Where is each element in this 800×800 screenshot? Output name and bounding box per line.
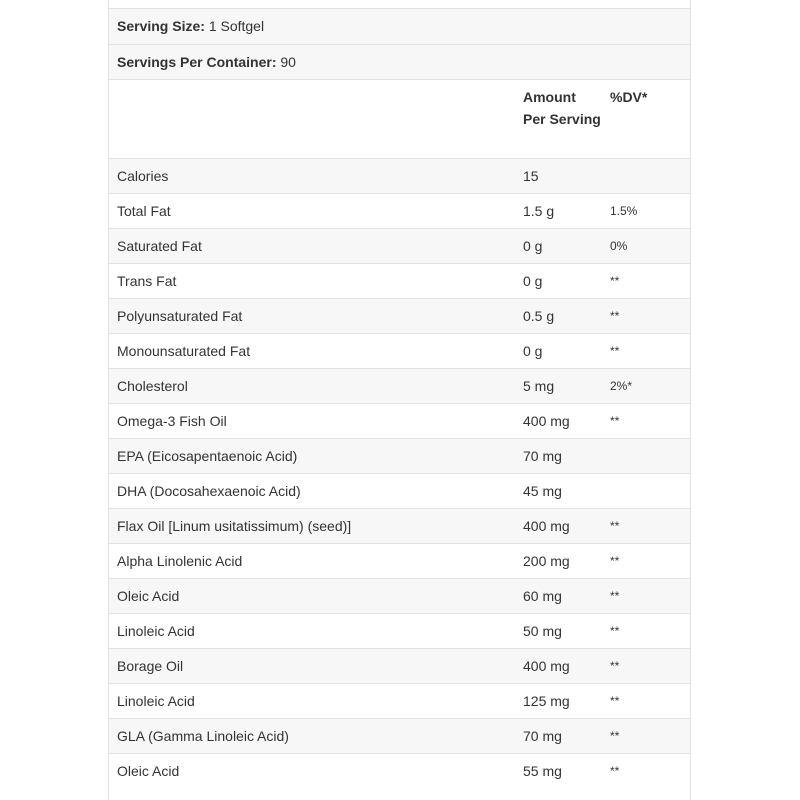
- nutrient-amount-cell: 1.5 g: [515, 194, 602, 229]
- nutrient-amount-cell: 60 mg: [515, 579, 602, 614]
- servings-per-container-label: Servings Per Container:: [117, 54, 277, 70]
- table-row: [109, 474, 690, 509]
- nutrient-amount-cell: 0 g: [515, 229, 602, 264]
- nutrient-amount-cell: 200 mg: [515, 544, 602, 579]
- header-nutrient: [109, 80, 515, 159]
- nutrient-name-cell: Omega-3 Fish Oil: [109, 404, 515, 439]
- table-row: [109, 719, 690, 754]
- nutrient-amount-cell: 400 mg: [515, 509, 602, 544]
- nutrient-dv-cell: [602, 439, 690, 474]
- table-row: [109, 264, 690, 299]
- nutrient-dv-cell: **: [602, 404, 690, 439]
- nutrient-amount-cell: 125 mg: [515, 684, 602, 719]
- nutrient-dv-cell: **: [602, 544, 690, 579]
- nutrient-dv-cell: **: [602, 754, 690, 789]
- table-header-row: [109, 80, 690, 159]
- nutrient-name-cell: Total Fat: [109, 194, 515, 229]
- nutrient-name-cell: GLA (Gamma Linoleic Acid): [109, 719, 515, 754]
- nutrient-name-cell: Calories: [109, 159, 515, 194]
- nutrient-name-cell: DHA (Docosahexaenoic Acid): [109, 474, 515, 509]
- table-row: [109, 404, 690, 439]
- nutrient-dv-cell: **: [602, 579, 690, 614]
- nutrient-name-cell: Linoleic Acid: [109, 684, 515, 719]
- nutrient-amount-cell: 0.5 g: [515, 299, 602, 334]
- table-row: [109, 439, 690, 474]
- nutrient-dv-cell: **: [602, 264, 690, 299]
- nutrient-rows: [109, 159, 690, 789]
- nutrient-amount-cell: 400 mg: [515, 404, 602, 439]
- table-row: [109, 229, 690, 264]
- header-dv: %DV*: [602, 80, 690, 159]
- nutrient-dv-cell: **: [602, 299, 690, 334]
- nutrient-amount-cell: 45 mg: [515, 474, 602, 509]
- nutrient-name-cell: Polyunsaturated Fat: [109, 299, 515, 334]
- table-row: [109, 159, 690, 194]
- serving-size-label: Serving Size:: [117, 18, 205, 34]
- nutrient-amount-cell: 50 mg: [515, 614, 602, 649]
- nutrient-name-cell: Borage Oil: [109, 649, 515, 684]
- nutrient-dv-cell: **: [602, 614, 690, 649]
- header-amount: Amount Per Serving: [515, 80, 602, 159]
- nutrient-dv-cell: **: [602, 649, 690, 684]
- nutrient-name-cell: EPA (Eicosapentaenoic Acid): [109, 439, 515, 474]
- table-row: [109, 614, 690, 649]
- nutrient-name-cell: Oleic Acid: [109, 754, 515, 789]
- nutrient-name-cell: Monounsaturated Fat: [109, 334, 515, 369]
- nutrient-dv-cell: 0%: [602, 229, 690, 264]
- nutrient-amount-cell: 70 mg: [515, 439, 602, 474]
- table-row: [109, 194, 690, 229]
- serving-size-value: 1 Softgel: [208, 18, 265, 34]
- nutrient-amount-cell: 55 mg: [515, 754, 602, 789]
- nutrient-amount-cell: 15: [515, 159, 602, 194]
- supplement-facts-panel: [108, 0, 691, 800]
- table-row: [109, 649, 690, 684]
- nutrient-dv-cell: **: [602, 684, 690, 719]
- table-row: [109, 369, 690, 404]
- nutrient-amount-cell: 0 g: [515, 264, 602, 299]
- nutrient-table: [109, 79, 690, 788]
- nutrient-amount-cell: 70 mg: [515, 719, 602, 754]
- nutrient-amount-cell: 400 mg: [515, 649, 602, 684]
- table-row: [109, 754, 690, 789]
- nutrient-dv-cell: **: [602, 509, 690, 544]
- table-row: [109, 334, 690, 369]
- nutrient-amount-cell: 5 mg: [515, 369, 602, 404]
- nutrient-name-cell: Cholesterol: [109, 369, 515, 404]
- servings-per-container-row: [109, 44, 690, 79]
- nutrient-name-cell: Linoleic Acid: [109, 614, 515, 649]
- nutrient-dv-cell: [602, 474, 690, 509]
- nutrient-amount-cell: 0 g: [515, 334, 602, 369]
- nutrient-name-cell: Trans Fat: [109, 264, 515, 299]
- table-row: [109, 509, 690, 544]
- table-row: [109, 579, 690, 614]
- table-row: [109, 684, 690, 719]
- nutrient-dv-cell: **: [602, 719, 690, 754]
- nutrient-name-cell: Alpha Linolenic Acid: [109, 544, 515, 579]
- nutrient-dv-cell: 2%*: [602, 369, 690, 404]
- nutrient-name-cell: Saturated Fat: [109, 229, 515, 264]
- nutrient-dv-cell: **: [602, 334, 690, 369]
- serving-size-row: [109, 8, 690, 44]
- table-row: [109, 544, 690, 579]
- nutrient-name-cell: Oleic Acid: [109, 579, 515, 614]
- nutrient-name-cell: Flax Oil [Linum usitatissimum) (seed)]: [109, 509, 515, 544]
- nutrient-dv-cell: 1.5%: [602, 194, 690, 229]
- nutrient-dv-cell: [602, 159, 690, 194]
- servings-per-container-value: 90: [280, 54, 296, 70]
- table-row: [109, 299, 690, 334]
